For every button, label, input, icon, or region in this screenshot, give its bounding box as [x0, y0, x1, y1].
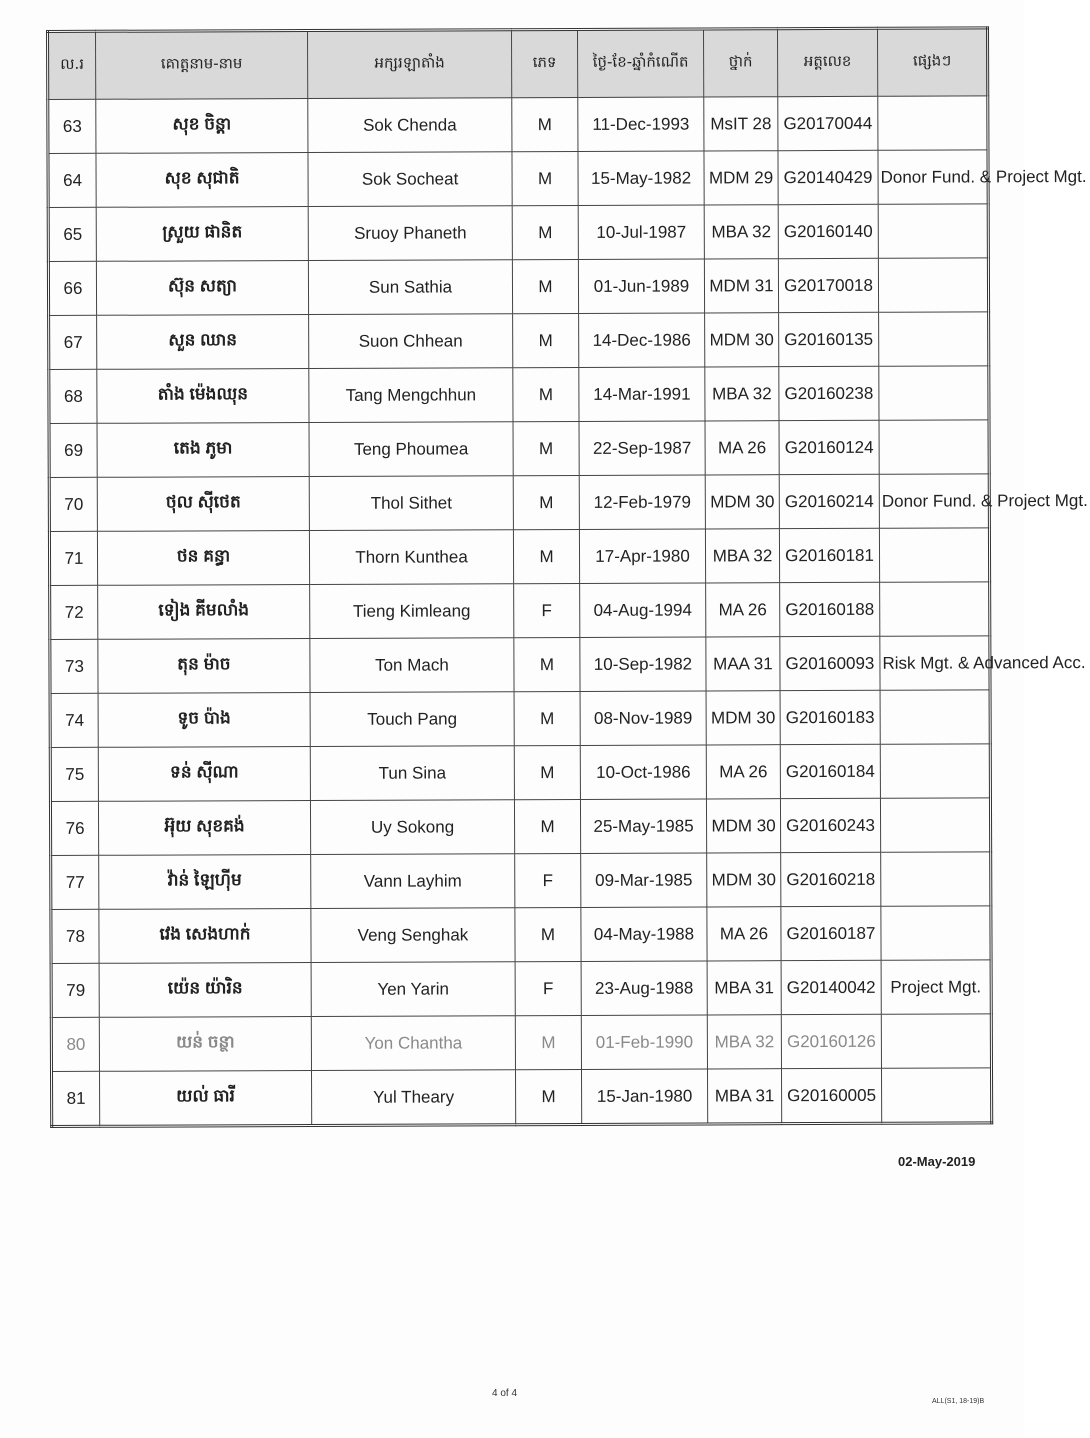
cell-date-of-birth: 15-May-1982	[578, 151, 704, 205]
cell-date-of-birth: 01-Feb-1990	[581, 1015, 707, 1069]
cell-note	[880, 582, 990, 636]
cell-student-id: G20160218	[781, 852, 881, 906]
cell-date-of-birth: 10-Jul-1987	[578, 205, 704, 259]
cell-sex: M	[514, 799, 580, 853]
cell-student-id: G20160187	[781, 906, 881, 960]
cell-latin-name: Thol Sithet	[309, 476, 513, 531]
cell-sex: M	[512, 97, 578, 151]
page-number: 4 of 4	[492, 1388, 518, 1399]
cell-class: MDM 30	[705, 475, 779, 529]
cell-latin-name: Teng Phoumea	[309, 422, 513, 477]
cell-student-id: G20170018	[778, 258, 878, 312]
cell-latin-name: Uy Sokong	[310, 800, 514, 855]
cell-sex: M	[513, 367, 579, 421]
cell-latin-name: Yen Yarin	[311, 962, 515, 1017]
cell-student-id: G20160238	[779, 366, 879, 420]
table-header-row	[48, 28, 988, 100]
cell-student-id: G20160093	[780, 636, 880, 690]
cell-khmer-name: តុន ម៉ាច	[98, 638, 310, 693]
cell-khmer-name: យល់ ធារី	[99, 1070, 311, 1126]
cell-no: 80	[51, 1017, 99, 1071]
cell-sex: M	[512, 205, 578, 259]
cell-date-of-birth: 10-Oct-1986	[580, 745, 706, 799]
cell-date-of-birth: 22-Sep-1987	[579, 421, 705, 475]
cell-date-of-birth: 25-May-1985	[580, 799, 706, 853]
cell-khmer-name: យន់ ចន្ថា	[99, 1016, 311, 1071]
cell-no: 70	[49, 477, 97, 531]
cell-class: MBA 32	[705, 367, 779, 421]
cell-class: MAA 31	[706, 637, 780, 691]
cell-note	[879, 312, 989, 366]
cell-note	[879, 420, 989, 474]
print-date: 02-May-2019	[898, 1154, 976, 1169]
cell-note	[878, 258, 988, 312]
cell-class: MA 26	[705, 421, 779, 475]
cell-note	[878, 204, 988, 258]
cell-no: 67	[49, 315, 97, 369]
table-row	[50, 744, 990, 802]
cell-date-of-birth: 14-Mar-1991	[579, 367, 705, 421]
cell-no: 66	[48, 261, 96, 315]
cell-sex: M	[513, 421, 579, 475]
cell-class: MA 26	[707, 907, 781, 961]
cell-class: MBA 31	[707, 961, 781, 1015]
cell-khmer-name: ស៊ុន សត្យា	[96, 260, 308, 315]
cell-date-of-birth: 15-Jan-1980	[581, 1069, 707, 1124]
cell-class: MA 26	[706, 583, 780, 637]
cell-khmer-name: ថុល ស៊ីថេត	[97, 476, 309, 531]
cell-latin-name: Sok Chenda	[308, 98, 512, 153]
cell-sex: F	[514, 583, 580, 637]
table-row	[49, 528, 989, 586]
cell-note	[879, 528, 989, 582]
cell-student-id: G20160184	[780, 744, 880, 798]
cell-sex: M	[513, 529, 579, 583]
cell-khmer-name: សួន ឈាន	[97, 314, 309, 369]
cell-no: 68	[49, 369, 97, 423]
cell-date-of-birth: 04-May-1988	[581, 907, 707, 961]
cell-student-id: G20160124	[779, 420, 879, 474]
cell-no: 63	[48, 99, 96, 153]
cell-class: MDM 30	[707, 853, 781, 907]
table-row	[51, 1068, 991, 1127]
cell-khmer-name: ទូច ប៉ាង	[98, 692, 310, 747]
cell-date-of-birth: 11-Dec-1993	[578, 97, 704, 151]
cell-date-of-birth: 04-Aug-1994	[580, 583, 706, 637]
cell-date-of-birth: 12-Feb-1979	[579, 475, 705, 529]
cell-khmer-name: យ៉េន យ៉ារិន	[99, 962, 311, 1017]
cell-note	[880, 744, 990, 798]
cell-class: MBA 31	[707, 1069, 781, 1124]
table-body	[48, 96, 1088, 1127]
table-row	[51, 1014, 991, 1072]
header-no: ល.រ	[48, 31, 96, 99]
cell-khmer-name: ស្រួយ ផានិត	[96, 206, 308, 261]
table-row	[51, 852, 991, 910]
cell-no: 64	[48, 153, 96, 207]
cell-date-of-birth: 14-Dec-1986	[579, 313, 705, 367]
table-row	[50, 690, 990, 748]
cell-student-id: G20140042	[781, 960, 881, 1014]
cell-class: MDM 30	[706, 799, 780, 853]
table-row	[49, 474, 989, 532]
table-row	[51, 906, 991, 964]
cell-date-of-birth: 23-Aug-1988	[581, 961, 707, 1015]
cell-latin-name: Sruoy Phaneth	[308, 206, 512, 261]
cell-khmer-name: អ៊ុយ សុខគង់	[98, 800, 310, 855]
cell-sex: F	[515, 853, 581, 907]
cell-note: Donor Fund. & Project Mgt.	[878, 150, 988, 204]
cell-sex: M	[515, 1069, 581, 1124]
cell-student-id: G20160243	[780, 798, 880, 852]
cell-khmer-name: ថន គន្ធា	[97, 530, 309, 585]
header-latin-name: អក្សរឡាតាំង	[308, 30, 512, 99]
table-row	[49, 420, 989, 478]
cell-class: MDM 29	[704, 151, 778, 205]
cell-sex: M	[514, 745, 580, 799]
cell-class: MDM 30	[705, 313, 779, 367]
cell-latin-name: Yon Chantha	[311, 1016, 515, 1071]
cell-khmer-name: ទៀង គីមលាំង	[98, 584, 310, 639]
cell-sex: M	[514, 637, 580, 691]
cell-no: 76	[50, 801, 98, 855]
cell-no: 71	[49, 531, 97, 585]
cell-student-id: G20170044	[778, 96, 878, 150]
cell-no: 72	[50, 585, 98, 639]
header-date-of-birth: ថ្ងៃ-ខែ-ឆ្នាំកំណើត	[578, 29, 704, 97]
cell-student-id: G20160214	[779, 474, 879, 528]
table-row	[50, 636, 990, 694]
header-khmer-name: គោត្តនាម-នាម	[96, 30, 308, 99]
cell-class: MBA 32	[705, 529, 779, 583]
cell-class: MBA 32	[704, 205, 778, 259]
cell-sex: M	[512, 259, 578, 313]
cell-note	[880, 798, 990, 852]
cell-note: Project Mgt.	[881, 960, 991, 1014]
cell-latin-name: Sok Socheat	[308, 152, 512, 207]
cell-student-id: G20160135	[779, 312, 879, 366]
cell-khmer-name: តាំង ម៉េងឈុន	[97, 368, 309, 423]
table-row	[49, 366, 989, 424]
cell-sex: M	[513, 475, 579, 529]
cell-no: 73	[50, 639, 98, 693]
table-row	[48, 258, 988, 316]
cell-class: MDM 30	[706, 691, 780, 745]
cell-no: 81	[51, 1071, 99, 1126]
cell-note: Risk Mgt. & Advanced Acc.	[880, 636, 990, 690]
cell-no: 79	[51, 963, 99, 1017]
table-row	[48, 150, 988, 208]
cell-no: 74	[50, 693, 98, 747]
cell-latin-name: Tun Sina	[310, 746, 514, 801]
cell-latin-name: Tieng Kimleang	[310, 584, 514, 639]
cell-student-id: G20160126	[781, 1014, 881, 1068]
cell-khmer-name: តេង ភូមា	[97, 422, 309, 477]
cell-sex: M	[515, 1015, 581, 1069]
cell-sex: M	[515, 907, 581, 961]
cell-note	[881, 906, 991, 960]
document-reference: ALL(S1, 18-19)B	[932, 1398, 985, 1405]
cell-student-id: G20140429	[778, 150, 878, 204]
cell-student-id: G20160181	[779, 528, 879, 582]
table-row	[48, 204, 988, 262]
cell-latin-name: Touch Pang	[310, 692, 514, 747]
cell-khmer-name: វេង សេងហាក់	[99, 908, 311, 963]
cell-no: 65	[48, 207, 96, 261]
cell-class: MsIT 28	[704, 97, 778, 151]
table-row	[51, 960, 991, 1018]
cell-sex: M	[514, 691, 580, 745]
header-student-id: អត្តលេខ	[778, 28, 878, 96]
cell-note	[881, 852, 991, 906]
cell-no: 75	[50, 747, 98, 801]
table-row	[50, 582, 990, 640]
cell-note	[879, 366, 989, 420]
cell-note	[881, 1014, 991, 1068]
cell-sex: M	[512, 151, 578, 205]
cell-date-of-birth: 01-Jun-1989	[578, 259, 704, 313]
cell-sex: M	[513, 313, 579, 367]
table-row	[48, 96, 988, 154]
cell-date-of-birth: 09-Mar-1985	[581, 853, 707, 907]
cell-note	[878, 96, 988, 150]
cell-khmer-name: វ៉ាន់ ឡៃហ៊ីម	[99, 854, 311, 909]
cell-no: 78	[51, 909, 99, 963]
cell-latin-name: Suon Chhean	[309, 314, 513, 369]
cell-no: 77	[51, 855, 99, 909]
cell-latin-name: Vann Layhim	[311, 854, 515, 909]
cell-class: MBA 32	[707, 1015, 781, 1069]
cell-latin-name: Tang Mengchhun	[309, 368, 513, 423]
cell-date-of-birth: 08-Nov-1989	[580, 691, 706, 745]
header-sex: ភេទ	[512, 29, 578, 97]
cell-student-id: G20160188	[780, 582, 880, 636]
cell-class: MDM 31	[704, 259, 778, 313]
cell-khmer-name: សុខ សុជាតិ	[96, 152, 308, 207]
header-note: ផ្សេងៗ	[877, 28, 987, 96]
cell-khmer-name: ទន់ ស៊ីណា	[98, 746, 310, 801]
cell-date-of-birth: 10-Sep-1982	[580, 637, 706, 691]
cell-note	[881, 1068, 991, 1123]
cell-date-of-birth: 17-Apr-1980	[579, 529, 705, 583]
cell-student-id: G20160140	[778, 204, 878, 258]
cell-latin-name: Yul Theary	[311, 1070, 515, 1126]
cell-latin-name: Thorn Kunthea	[309, 530, 513, 585]
student-roster-table	[46, 26, 1088, 1128]
cell-no: 69	[49, 423, 97, 477]
cell-note: Donor Fund. & Project Mgt.	[879, 474, 989, 528]
cell-student-id: G20160183	[780, 690, 880, 744]
cell-latin-name: Veng Senghak	[311, 908, 515, 963]
cell-student-id: G20160005	[781, 1068, 881, 1123]
table-row	[50, 798, 990, 856]
cell-latin-name: Ton Mach	[310, 638, 514, 693]
cell-class: MA 26	[706, 745, 780, 799]
cell-sex: F	[515, 961, 581, 1015]
header-class: ថ្នាក់	[704, 29, 778, 97]
cell-khmer-name: សុខ ចិន្តា	[96, 98, 308, 153]
cell-note	[880, 690, 990, 744]
table-row	[49, 312, 989, 370]
cell-latin-name: Sun Sathia	[308, 260, 512, 315]
